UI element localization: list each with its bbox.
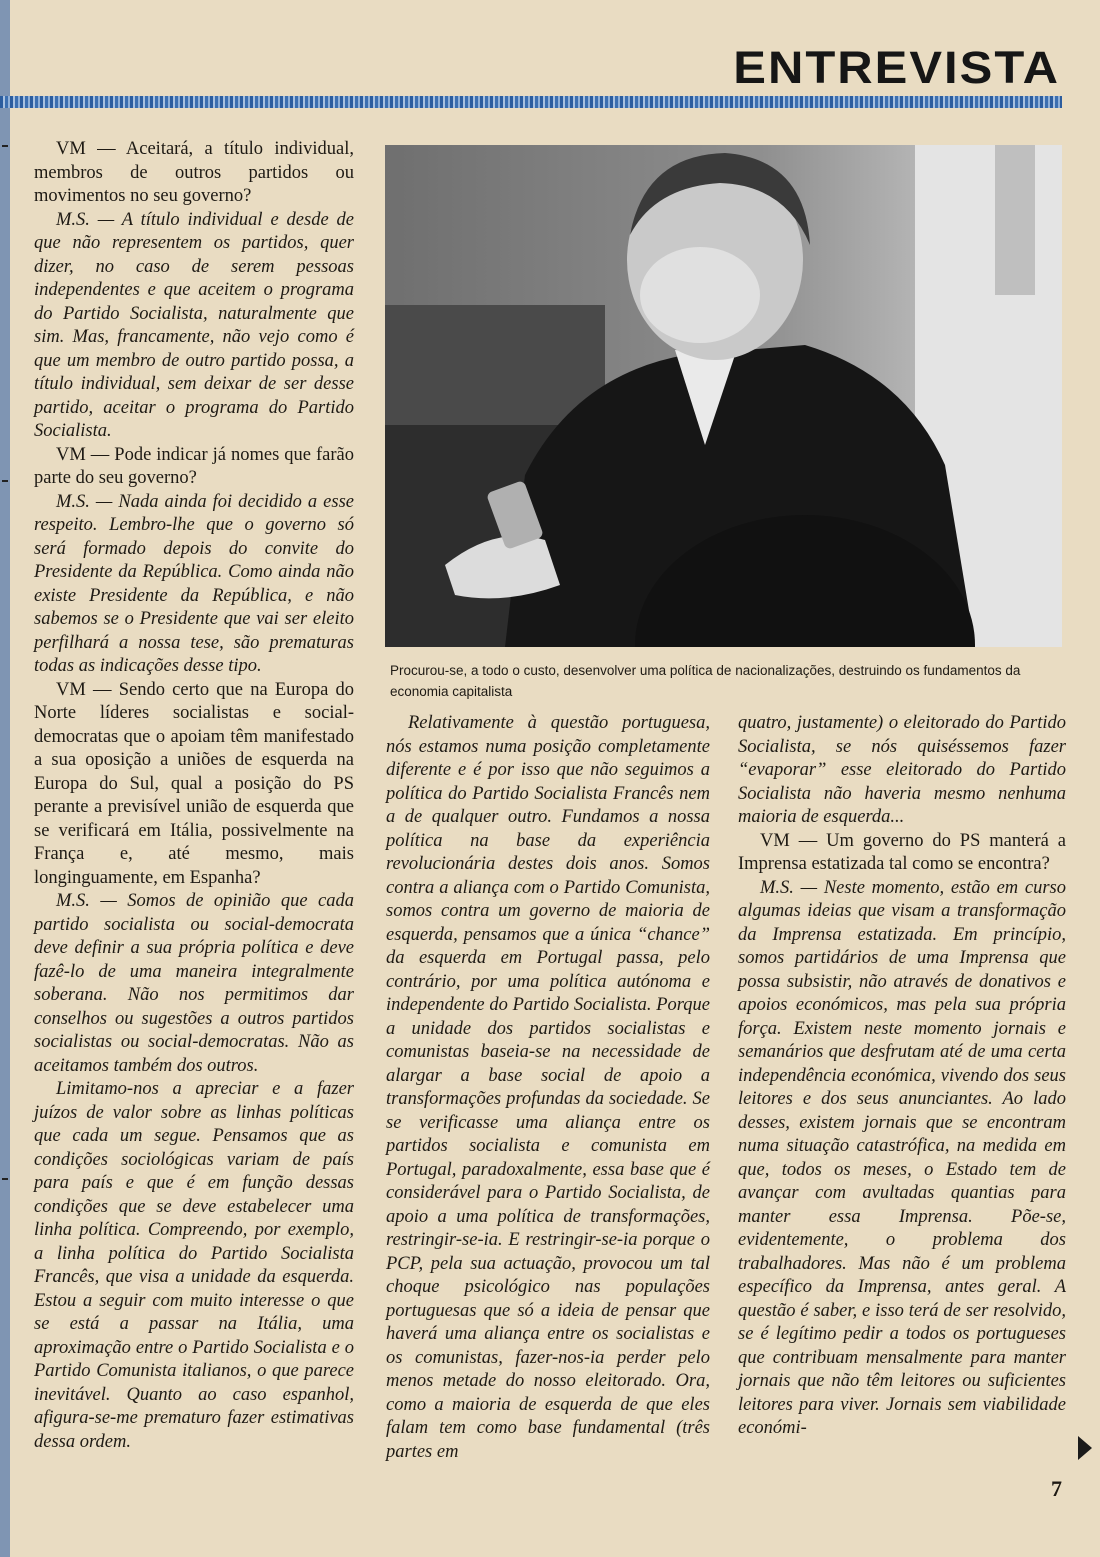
paragraph: M.S. — A título individual e desde de que não representem os partidos, quer dizer, no caso de serem pessoas independentes e que aceitem o programa do Partido Socialista, naturalmente que sim. Mas, francamente, não vejo como é que um membro de outro partido possa, a título individual, sem deixar de ser desse partido, aceitar o programa do Partido Socialista. [34,209,354,441]
binding-edge [0,0,10,1557]
paragraph: Relativamente à questão portuguesa, nós estamos numa posição completamente diferente e é por isso que não seguimos a política do Partido Socialista Francês nem a de qualquer outro. Fundamos a nossa política na base da experiência revolucionária destes dois anos. Somos contra a aliança com o Partido Comunista, somos contra um governo de maioria de esquerda, pensamos que a única “chance” da esquerda em Portugal passa, pelo contrário, por uma política autónoma e independente do Partido Socialista. Porque a unidade dos partidos socialistas e comunistas baseia-se na necessidade de alargar a base social de apoio a transformações profundas da sociedade. Se se verificasse uma aliança entre os partidos socialista e comunista em Portugal, paradoxalmente, essa base que é considerável para o Partido Socialista, de apoio a uma política de transformações, restringir-se-ia. E restringir-se-ia porque o PCP, pela sua actuação, provocou um tal choque psicológico nas populações portuguesas que só a ideia de pensar que haverá uma aliança entre os socialistas e os comunistas, fazer-nos-ia perder pelo menos metade do nosso eleitorado. Ora, como a maioria de esquerda de que eles falam tem como base fundamental (três partes em [386,713,710,1462]
article-column-2 [386,712,710,1477]
paragraph: M.S. — Nada ainda foi decidido a esse respeito. Lembro-lhe que o governo só será formado depois do convite do Presidente da República. Como ainda não existe Presidente da República, e não sabemos se o Presidente que vai ser eleito perfilhará a nossa tese, são prematuras todas as indicações desse tipo. [34,491,354,676]
margin-mark [2,145,8,147]
paragraph: M.S. — Neste momento, estão em curso algumas ideias que visam a transformação da Imprensa estatizada. Em princípio, somos partidários de uma Imprensa que possa subsistir, não através de donativos e apoios económicos, mas pela sua própria força. Existem neste momento jornais e semanários que desfrutam até de uma certa independência económica, vivendo dos seus leitores e dos seus anunciantes. Ao lado desses, existem jornais que se encontram numa situação catastrófica, na medida em que, todos os meses, o Estado tem de avançar com avultadas quantias para manter essa Imprensa. Põe-se, evidentemente, o problema dos trabalhadores. Mas não é um problema específico da Imprensa, antes geral. A questão é saber, e isso terá de ser resolvido, se é legítimo pedir a todos os portugueses que contribuam mensalmente para manter jornais que não têm leitores ou suficientes leitores para viver. Jornais sem viabilidade económi- [738,877,1066,1438]
paragraph: Limitamo-nos a apreciar e a fazer juízos de valor sobre as linhas políticas que cada um segue. Pensamos que as condições sociológicas variam de país para país e que é em função dessas condições que se deve estabelecer uma linha política. Compreendo, por exemplo, a linha política do Partido Socialista Francês, que visa a unidade da esquerda. Estou a seguir com muito interesse o que se está a passar na Itália, uma aproximação entre o Partido Socialista e o Partido Comunista italianos, o que parece inevitável. Quanto ao caso espanhol, afigura-se-me prematuro fazer estimativas dessa ordem. [34,1079,354,1452]
page-number: 7 [1051,1476,1062,1501]
paragraph: VM — Um governo do PS manterá a Imprensa estatizada tal como se encontra? [738,830,1066,874]
header-rule [0,96,1062,108]
photo-image [385,145,1062,647]
section-title: ENTREVISTA [733,42,1060,94]
paragraph: VM — Sendo certo que na Europa do Norte líderes socialistas e social-democratas que o apoiam têm manifestado a sua oposição a uniões de esquerda na Europa do Sul, qual a posição do PS perante a previsível união de esquerda que se verificará em Itália, possivelmente na França e, até mesmo, mais longinguamente, em Espanha? [34,679,354,888]
margin-mark [2,1178,8,1180]
paragraph: VM — Aceitará, a título individual, membros de outros partidos ou movimentos no seu governo? [34,139,354,206]
article-column-1 [34,138,354,1478]
photo-caption: Procurou-se, a todo o custo, desenvolver uma política de nacionalizações, destruindo os fundamentos da economia capitalista [390,663,1021,699]
margin-mark [2,480,8,482]
continue-arrow-icon [1078,1436,1092,1460]
paragraph: M.S. — Somos de opinião que cada partido socialista ou social-democrata deve definir a sua própria política e deve fazê-lo de uma maneira integralmente soberana. Não nos permitimos dar conselhos ou sugestões a outros partidos socialistas ou social-democratas. Não as aceitamos também dos outros. [34,891,354,1076]
paragraph: VM — Pode indicar já nomes que farão parte do seu governo? [34,444,354,488]
paragraph: quatro, justamente) o eleitorado do Partido Socialista, se nós quiséssemos fazer “evaporar” esse eleitorado do Partido Socialista não haveria mesmo nenhuma maioria de esquerda... [738,713,1066,827]
article-column-3 [738,712,1066,1477]
interview-photo [385,145,1062,647]
